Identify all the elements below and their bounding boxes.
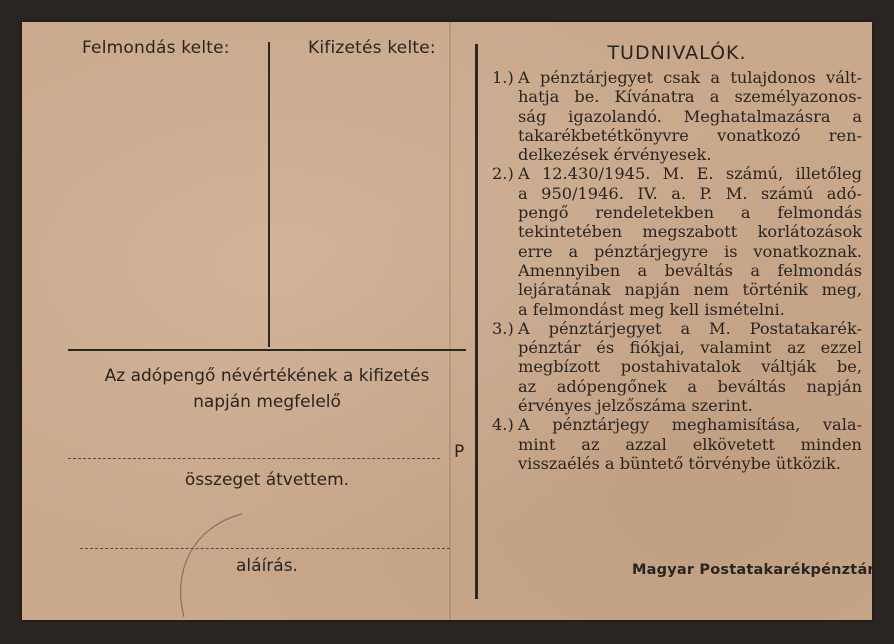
item-line: delkezések érvényesek. (518, 145, 712, 165)
received-text: összeget átvettem. (184, 470, 350, 490)
item-line: hatja be. Kívánatra a személyazonos- (518, 87, 862, 107)
item-line: pengő rendeletekben a felmondás (518, 203, 862, 223)
notice-item-2 (492, 164, 862, 318)
payout-text-line1: Az adópengő névértékének a kifizetés (104, 366, 430, 386)
item-line: A 12.430/1945. M. E. számú, illetőleg (518, 164, 862, 184)
payment-date-label: Kifizetés kelte: (308, 38, 436, 58)
item-line: A pénztárjegy meghamisítása, vala- (518, 415, 862, 435)
item-line: visszaélés a büntető törvénybe ütközik. (518, 453, 841, 473)
issuer-footer: Magyar Postatakarékpénztár (632, 562, 875, 578)
item-line: mint az azzal elkövetett minden (518, 434, 862, 454)
item-line: az adópengőnek a beváltás napján (518, 376, 862, 396)
notice-item-1 (492, 68, 862, 164)
fold-crease (449, 22, 451, 620)
item-line: megbízott postahivatalok váltják be, (518, 357, 862, 377)
notice-list (492, 68, 862, 473)
item-line: ság igazolandó. Meghatalmazásra a (518, 106, 862, 126)
signature-label: aláírás. (236, 556, 298, 576)
item-line: a felmondást meg kell ismételni. (518, 299, 785, 319)
item-line: érvényes jelzőszáma szerint. (518, 396, 753, 416)
stamp-letter: P (454, 442, 465, 462)
item-line: tekintetében megszabott korlátozások (518, 222, 862, 242)
item-line: A pénztárjegyet csak a tulajdonos vált- (518, 68, 862, 87)
postmark-arc (172, 502, 252, 622)
section-divider (68, 349, 466, 351)
item-line: lejáratának napján nem történik meg, (518, 280, 862, 300)
item-number: 2.) (492, 164, 514, 184)
item-line: a 950/1946. IV. a. P. M. számú adó- (518, 183, 862, 203)
termination-date-label: Felmondás kelte: (82, 38, 230, 58)
amount-line (68, 458, 440, 459)
item-number: 1.) (492, 68, 514, 87)
postal-savings-slip (22, 22, 875, 620)
notice-title: TUDNIVALÓK. (607, 42, 747, 64)
notice-item-3 (492, 319, 862, 415)
payout-text-line2: napján megfelelő (193, 392, 341, 412)
item-number: 3.) (492, 318, 514, 338)
item-line: erre a pénztárjegyre is vonatkoznak. (518, 241, 862, 261)
item-line: takarékbetétkönyvre vonatkozó ren- (518, 125, 862, 145)
notice-item-4 (492, 415, 862, 473)
item-line: A pénztárjegyet a M. Postatakarék- (518, 318, 862, 338)
item-line: Amennyiben a beváltás a felmondás (518, 260, 862, 280)
date-column-divider (268, 42, 270, 347)
signature-line (80, 548, 450, 549)
item-number: 4.) (492, 415, 514, 435)
center-divider (475, 44, 478, 599)
item-line: pénztár és fiókjai, valamint az ezzel (518, 338, 862, 358)
